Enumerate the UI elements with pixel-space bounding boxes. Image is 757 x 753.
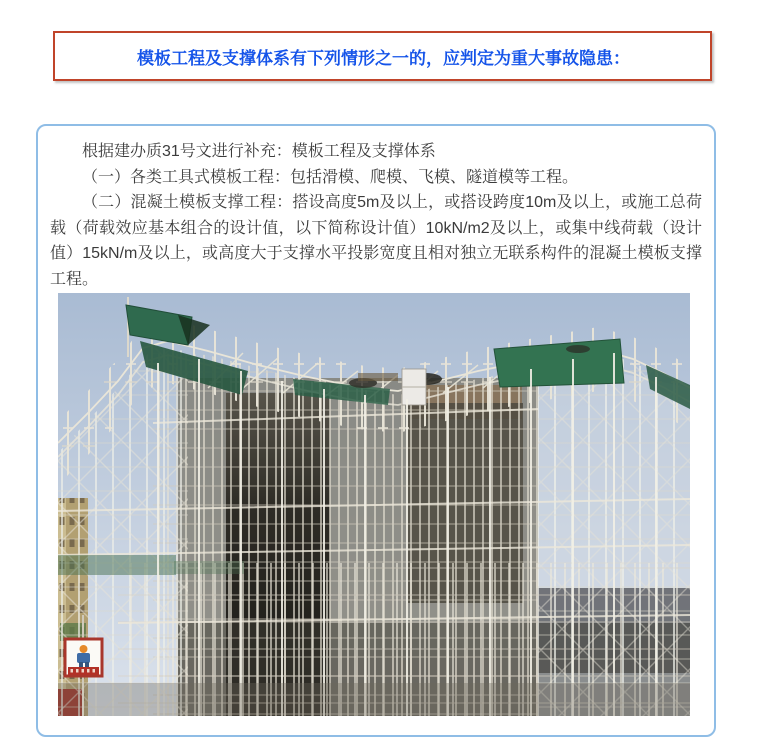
paragraph-intro: 根据建办质31号文进行补充：模板工程及支撑体系: [82, 143, 436, 160]
hoist-box: [402, 369, 426, 405]
scaffolding-photo: [58, 293, 690, 716]
ground-band: [58, 683, 690, 716]
notice-banner: [53, 31, 712, 81]
paragraph-item-1: （一）各类工具式模板工程：包括滑模、爬模、飞模、隧道模等工程。: [82, 168, 579, 186]
paragraph-item-2: （二）混凝土模板支撑工程：搭设高度5m及以上，或搭设跨度10m及以上，或施工总荷载（荷载效应基本组合的设计值，以下简称设计值）10kN/m2及以上，或集中线荷载（设计值）15kN/m及以上，或高度大于支撑水平投影宽度且相对独立无联系构件的混凝土模板支撑工程。: [50, 194, 702, 288]
scaffolding-photo-art: [58, 293, 690, 716]
banner-title: 模板工程及支撑体系有下列情形之一的，应判定为重大事故隐患：: [137, 48, 630, 68]
article-text: [50, 139, 702, 318]
article-box: [36, 124, 716, 737]
